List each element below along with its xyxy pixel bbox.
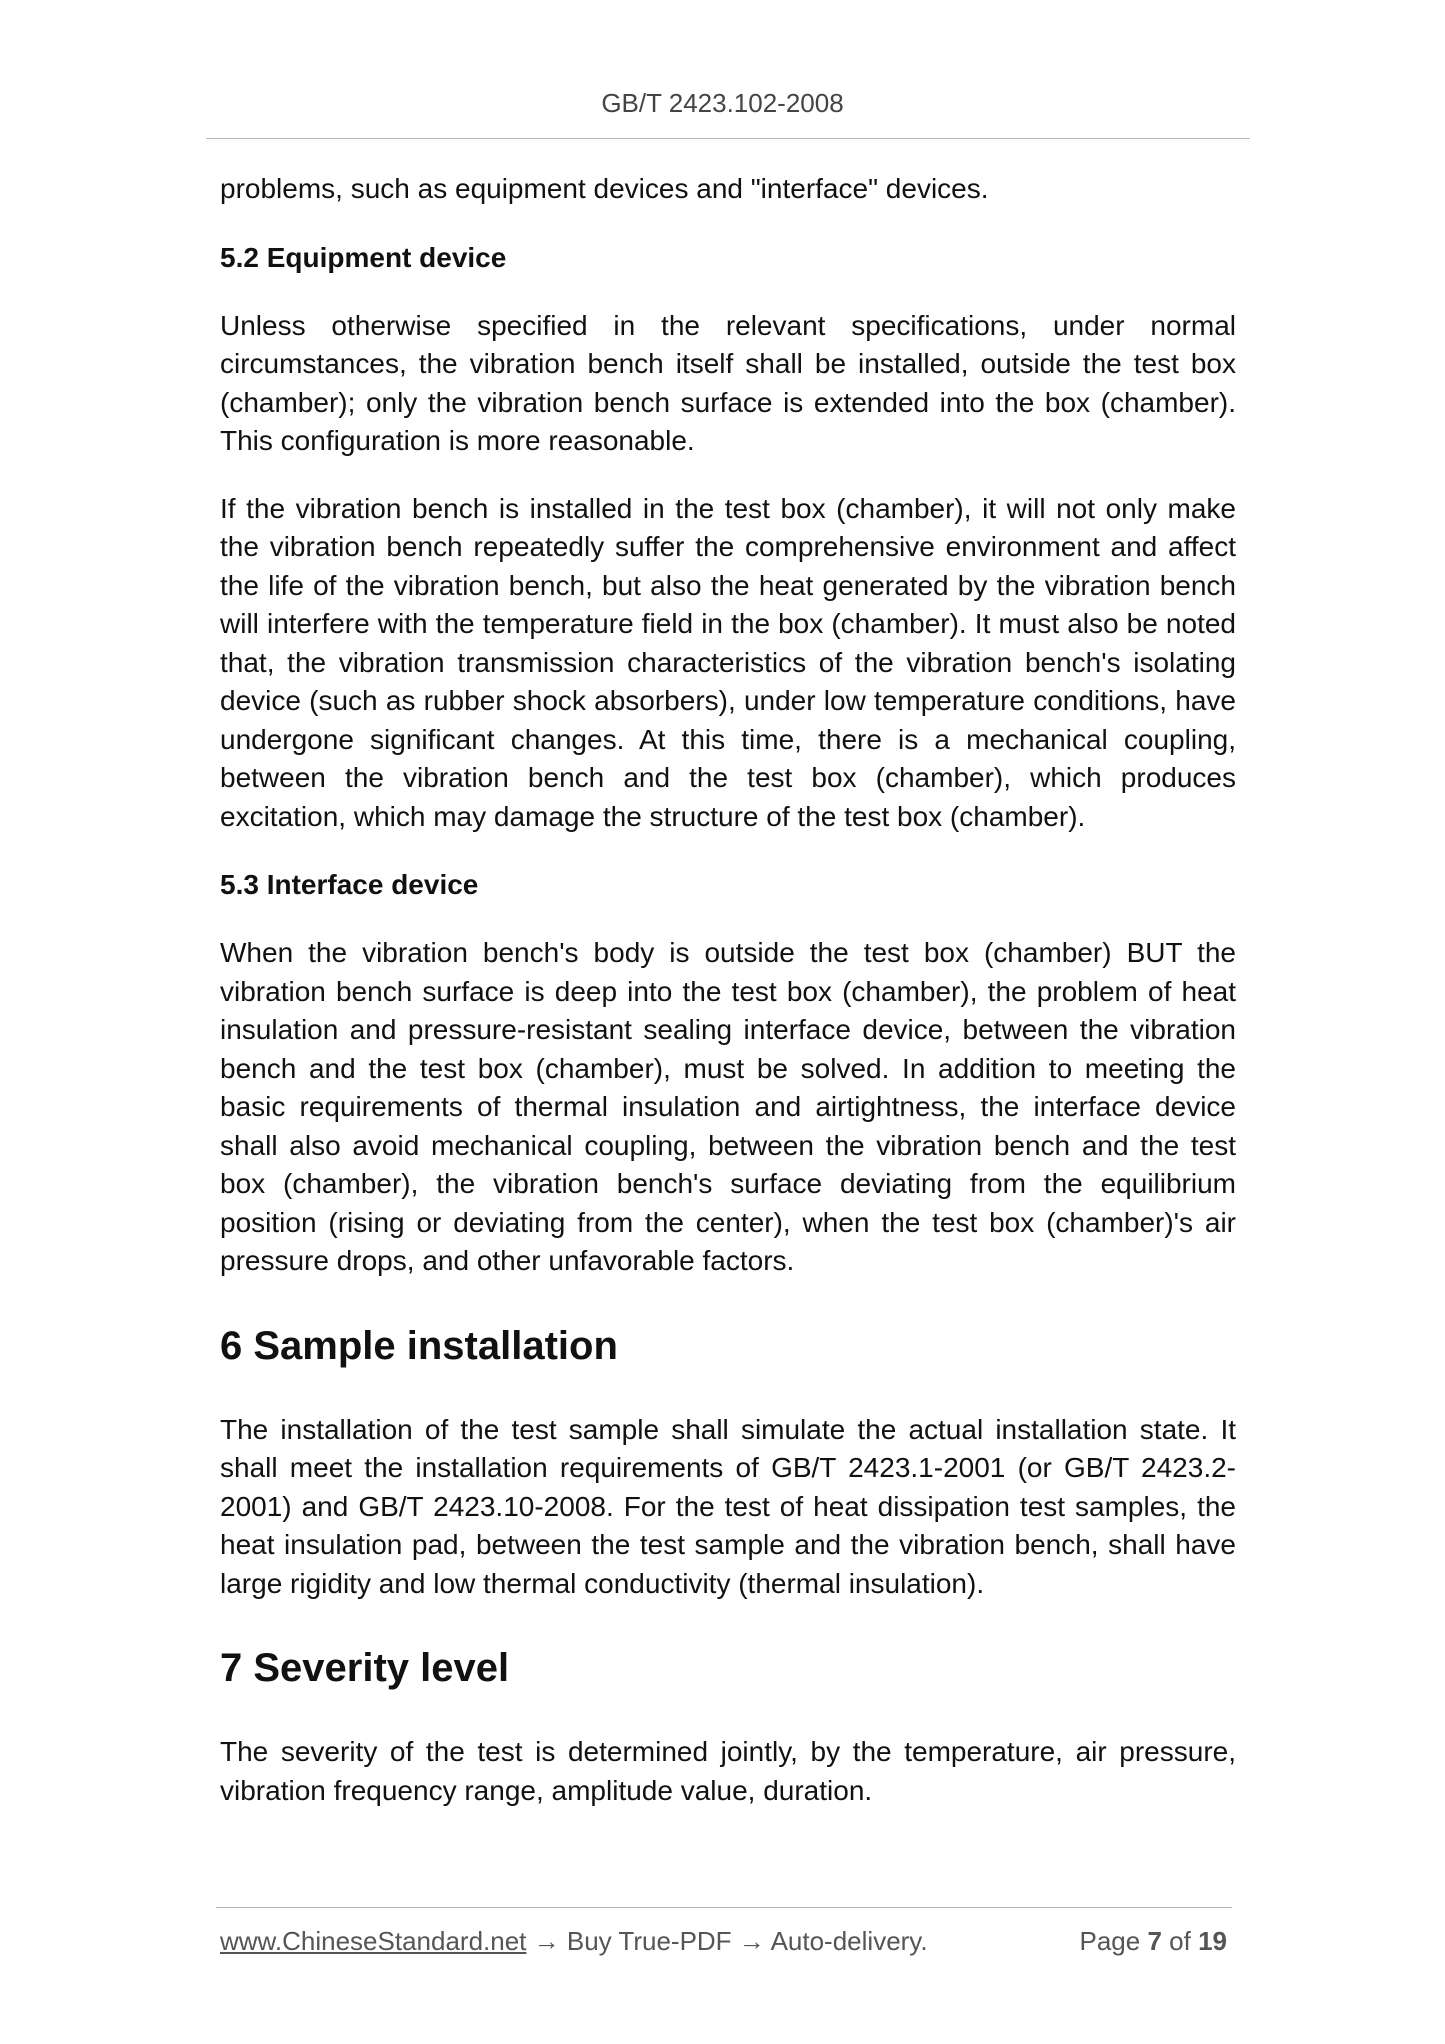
running-header-standard-id: GB/T 2423.102-2008	[601, 88, 844, 118]
page-current-number: 7	[1147, 1926, 1162, 1956]
page-indicator	[1079, 1926, 1227, 1957]
section-5-3-paragraph-1: When the vibration bench's body is outside the test box (chamber) BUT the vibration bench surface is deep into the test box (chamber), the problem of heat insulation and pressure-resistant sealing interface device, between the vibration bench and the test box (chamber), must be solved. In addition to meeting the basic requirements of thermal insulation and airtightness, the interface device shall also avoid mechanical coupling, between the vibration bench and the test box (chamber), the vibration bench's surface deviating from the equilibrium position (rising or deviating from the center), when the test box (chamber)'s air pressure drops, and other unfavorable factors.	[220, 937, 1236, 1276]
footer-divider	[216, 1907, 1232, 1908]
section-6-heading: 6 Sample installation	[220, 1323, 618, 1368]
section-7-paragraph-1: The severity of the test is determined jointly, by the temperature, air pressure, vibration frequency range, amplitude value, duration.	[220, 1736, 1236, 1806]
section-5-2-paragraph-1: Unless otherwise specified in the relevant specifications, under normal circumstances, the vibration bench itself shall be installed, outside the test box (chamber); only the vibration bench surface is extended into the box (chamber). This configuration is more reasonable.	[220, 309, 1236, 456]
document-body	[220, 170, 1236, 1810]
header-divider	[206, 138, 1250, 139]
page-footer	[220, 1926, 1232, 1957]
page-total-number: 19	[1198, 1926, 1227, 1956]
section-7-heading: 7 Severity level	[220, 1646, 510, 1690]
section-5-3-heading: 5.3 Interface device	[220, 869, 479, 900]
page-of-label: of	[1169, 1926, 1191, 1956]
paragraph-continued: problems, such as equipment devices and "interface" devices.	[220, 173, 989, 204]
section-6-paragraph-1: The installation of the test sample shall simulate the actual installation state. It shall meet the installation requirements of GB/T 2423.1-2001 (or GB/T 2423.2-2001) and GB/T 2423.10-2008. For the test of heat dissipation test samples, the heat insulation pad, between the test sample and the vibration bench, shall have large rigidity and low thermal conductivity (thermal insulation).	[220, 1413, 1236, 1599]
footer-promo-text: → Buy True-PDF → Auto-delivery.	[526, 1926, 928, 1956]
section-5-2-paragraph-2: If the vibration bench is installed in the test box (chamber), it will not only make the vibration bench repeatedly suffer the comprehensive environment and affect the life of the vibration bench, but also the heat generated by the vibration bench will interfere with the temperature field in the box (chamber). It must also be noted that, the vibration transmission characteristics of the vibration bench's isolating device (such as rubber shock absorbers), under low temperature conditions, have undergone significant changes. At this time, there is a mechanical coupling, between the vibration bench and the test box (chamber), which produces excitation, which may damage the structure of the test box (chamber).	[220, 492, 1236, 832]
section-5-2-heading: 5.2 Equipment device	[220, 241, 507, 273]
page-label: Page	[1079, 1926, 1141, 1956]
website-link[interactable]: www.ChineseStandard.net	[220, 1926, 527, 1956]
